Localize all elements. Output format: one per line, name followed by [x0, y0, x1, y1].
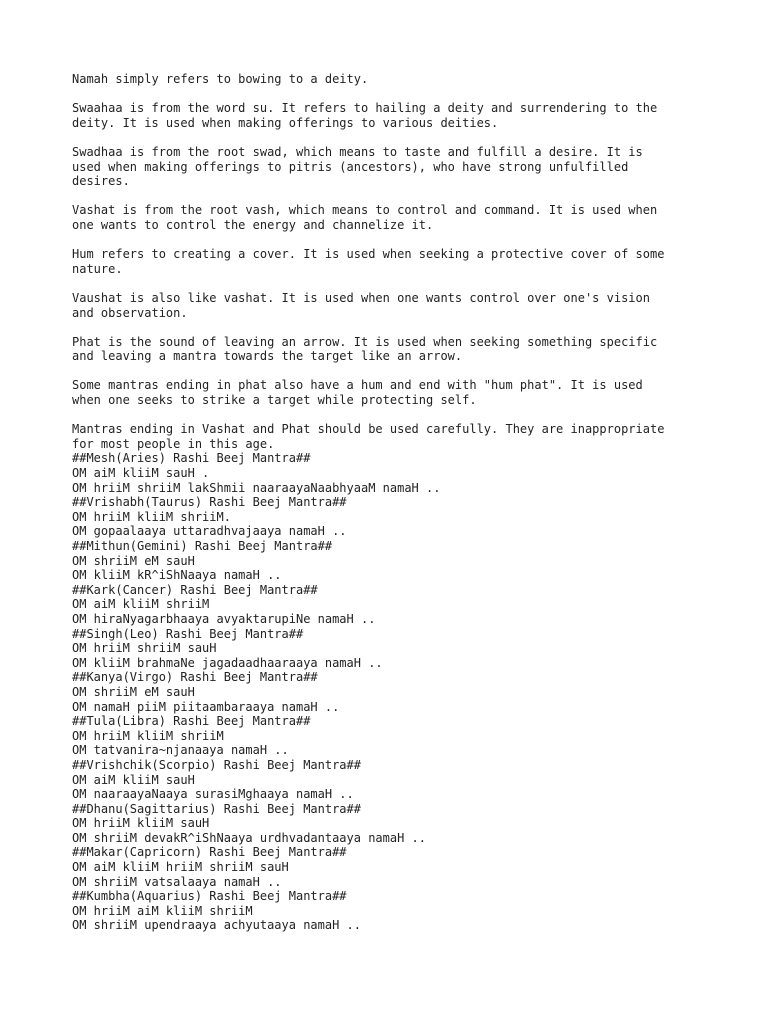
mantra-line: OM hriiM aiM kliiM shriiM — [72, 903, 253, 918]
mantra-line: OM aiM kliiM shriiM — [72, 597, 210, 612]
mantra-line: OM aiM kliiM sauH . — [72, 466, 210, 481]
mantra-line: OM hriiM shriiM sauH — [72, 641, 217, 656]
mantra-line: OM tatvanira~njanaaya namaH .. — [72, 743, 289, 758]
mantra-heading: ##Tula(Libra) Rashi Beej Mantra## — [72, 714, 311, 729]
mantra-line: OM aiM kliiM sauH — [72, 772, 195, 787]
mantra-line: OM hriiM kliiM shriiM. — [72, 509, 231, 524]
mantra-line: OM shriiM vatsalaaya namaH .. — [72, 874, 282, 889]
mantra-heading: ##Kanya(Virgo) Rashi Beej Mantra## — [72, 670, 318, 685]
mantra-heading: ##Vrishchik(Scorpio) Rashi Beej Mantra## — [72, 757, 361, 772]
mantra-heading: ##Singh(Leo) Rashi Beej Mantra## — [72, 626, 304, 641]
mantra-heading: ##Vrishabh(Taurus) Rashi Beej Mantra## — [72, 495, 347, 510]
mantra-line: OM namaH piiM piitaambaraaya namaH .. — [72, 699, 340, 714]
mantra-heading: ##Mesh(Aries) Rashi Beej Mantra## — [72, 451, 311, 466]
mantra-line: OM shriiM eM sauH — [72, 553, 195, 568]
mantra-heading: ##Mithun(Gemini) Rashi Beej Mantra## — [72, 539, 333, 553]
document-page — [72, 72, 712, 933]
mantra-line: OM hriiM kliiM sauH — [72, 816, 210, 831]
mantra-line: OM hriiM kliiM shriiM — [72, 728, 224, 743]
mantra-line: OM kliiM kR^iShNaaya namaH .. — [72, 568, 282, 583]
mantra-heading: ##Kumbha(Aquarius) Rashi Beej Mantra## — [72, 889, 347, 904]
mantra-line: OM shriiM devakR^iShNaaya urdhvadantaaya namaH .. — [72, 830, 427, 845]
mantra-line: OM aiM kliiM hriiM shriiM sauH — [72, 860, 289, 875]
paragraph-swaahaa: Swaahaa is from the word su. It refers to hailing a deity and surrendering to the deity. It is used when making offerings to various deities. — [72, 101, 658, 130]
paragraph-vashat: Vashat is from the root vash, which means to control and command. It is used when one wants to control the energy and channelize it. — [72, 203, 658, 232]
mantra-line: OM kliiM brahmaNe jagadaadhaaraaya namaH .. — [72, 655, 383, 670]
mantra-line: OM naaraayaNaaya surasiMghaaya namaH .. — [72, 787, 354, 802]
mantra-heading: ##Kark(Cancer) Rashi Beej Mantra## — [72, 582, 318, 597]
paragraph-phat: Phat is the sound of leaving an arrow. It is used when seeking something specific and leaving a mantra towards the target like an arrow. — [72, 334, 658, 364]
mantra-heading: ##Dhanu(Sagittarius) Rashi Beej Mantra## — [72, 801, 361, 816]
mantra-line: OM hriiM shriiM lakShmii naaraayaNaabhyaaM namaH .. — [72, 480, 441, 495]
paragraph-hum: Hum refers to creating a cover. It is used when seeking a protective cover of some nature. — [72, 247, 665, 276]
paragraph-swadhaa: Swadhaa is from the root swad, which means to taste and fulfill a desire. It is used when making offerings to pitris (ancestors), who have strong unfulfilled desires. — [72, 144, 643, 189]
mantra-line: OM shriiM eM sauH — [72, 684, 195, 699]
paragraph-vaushat: Vaushat is also like vashat. It is used when one wants control over one's vision and observation. — [72, 290, 650, 320]
mantra-line: OM gopaalaaya uttaradhvajaaya namaH .. — [72, 524, 347, 539]
paragraph-caution: Mantras ending in Vashat and Phat should be used carefully. They are inappropriate for most people in this age. — [72, 422, 665, 451]
mantra-line: OM hiraNyagarbhaaya avyaktarupiNe namaH .. — [72, 611, 376, 626]
mantra-list — [72, 451, 712, 933]
mantra-line: OM shriiM upendraaya achyutaaya namaH .. — [72, 918, 361, 933]
paragraph-namah: Namah simply refers to bowing to a deity. — [72, 72, 369, 86]
mantra-heading: ##Makar(Capricorn) Rashi Beej Mantra## — [72, 845, 347, 860]
paragraph-hum-phat: Some mantras ending in phat also have a hum and end with "hum phat". It is used when one seeks to strike a target while protecting self. — [72, 378, 643, 408]
